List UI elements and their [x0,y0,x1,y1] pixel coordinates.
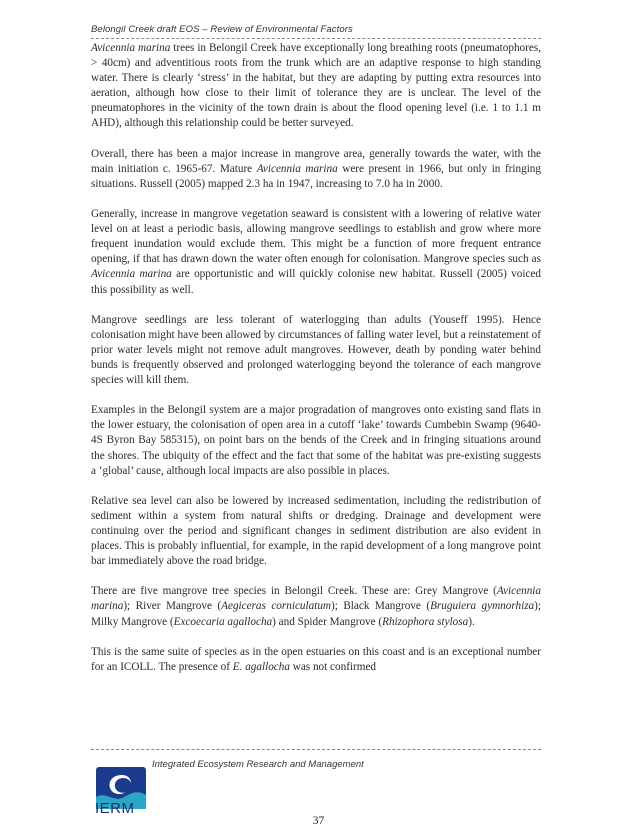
species-name: E. agallocha [232,660,290,673]
text-run: ); River Mangrove ( [123,600,222,613]
species-name: Rhizophora stylosa [382,615,469,628]
footer-organization-name: Integrated Ecosystem Research and Management [152,759,364,770]
text-run: trees in Belongil Creek have exceptionally long breathing roots (pneumatophores, > 40cm) and adventitious roots from the trunk which are an adaptive response to high standing water. There is clearly ‘stress’ in the habitat, but they are adapting by putting extra resources into aeration, although how close to their limit of tolerance they are is unclear. The level of the pneumatophores in the vicinity of the town drain is about the flood opening level (i.e. 1 to 1.1 m AHD), although this relationship could be better surveyed. [91,42,541,130]
paragraph [91,207,541,298]
paragraph [91,147,541,192]
species-name: Avicennia marina [91,268,172,281]
species-name: Bruguiera gymnorhiza [430,600,535,613]
text-run: Relative sea level can also be lowered by increased sedimentation, including the redistribution of sediment within a system from natural shifts or dredging. Drainage and development were continuing over the period and significant changes in sediment distribution are also evident in places. This is probably influential, for example, in the rapid development of a long mangrove point bar immediately above the road bridge. [91,494,541,568]
paragraph [91,403,541,478]
text-run: Generally, increase in mangrove vegetation seaward is consistent with a lowering of relative water level on at least a periodic basis, allowing mangrove seedlings to establish and grow where more frequent inundation would exclude them. This might be a function of more frequent entrance opening, if that has drawn down the water often enough for colonisation. Mangrove species such as [91,208,541,266]
text-run: are opportunistic and will quickly colonise new habitat. Russell (2005) voiced this possibility as well. [91,268,541,296]
body-text [91,41,541,690]
paragraph [91,313,541,388]
species-name: Avicennia marina [91,42,171,54]
paragraph [91,41,541,132]
text-run: Examples in the Belongil system are a major progradation of mangroves onto existing sand flats in the lower estuary, the colonisation of open area in a cutoff ‘lake’ towards Cumbebin Swamp (9640-4S Byron Bay 585315), on point bars on the bends of the Creek and in fringing situations around the shores. The ubiquity of the effect and the fact that some of the habitat was pre-existing suggests a ‘global’ cause, although local impacts are also possible in places. [91,404,541,477]
paragraph [91,584,541,629]
running-header: Belongil Creek draft EOS – Review of Environmental Factors [91,24,353,35]
paragraph [91,645,541,675]
text-run: ). [468,615,475,628]
text-run: This is the same suite of species as in the open estuaries on this coast and is an exceptional number for an ICOLL. The presence of [91,645,541,673]
paragraph [91,494,541,569]
species-name: Avicennia marina [256,162,338,175]
text-run: Mangrove seedlings are less tolerant of waterlogging than adults (Youseff 1995). Hence colonisation might have been allowed by circumstances of falling water level, but a reinstatement of prior water levels might not remove adult mangroves. However, death by ponding water behind bunds is frequently observed and prolonged waterlogging beyond the tolerance of each mangrove species will kill them. [91,313,541,387]
text-run: ) and Spider Mangrove ( [272,615,383,628]
species-name: Avicennia marina [91,585,541,613]
text-run: were present in 1966, but only in fringing situations. Russell (2005) mapped 2.3 ha in 1947, increasing to 7.0 ha in 2000. [91,162,541,190]
header-divider [91,38,541,39]
logo-wordmark: IERM [95,800,135,817]
page-number: 37 [312,815,325,827]
text-run: was not confirmed [289,660,377,673]
text-run: Overall, there has been a major increase in mangrove area, generally towards the water, with the main initiation c. 1965-67. Mature [91,147,541,175]
species-name: Aegiceras corniculatum [221,600,332,613]
text-run: There are five mangrove tree species in Belongil Creek. These are: Grey Mangrove ( [91,585,497,598]
species-name: Excoecaria agallocha [173,615,273,628]
text-run: ); Milky Mangrove ( [91,600,541,628]
footer-divider [91,749,541,750]
text-run: ); Black Mangrove ( [331,600,431,613]
